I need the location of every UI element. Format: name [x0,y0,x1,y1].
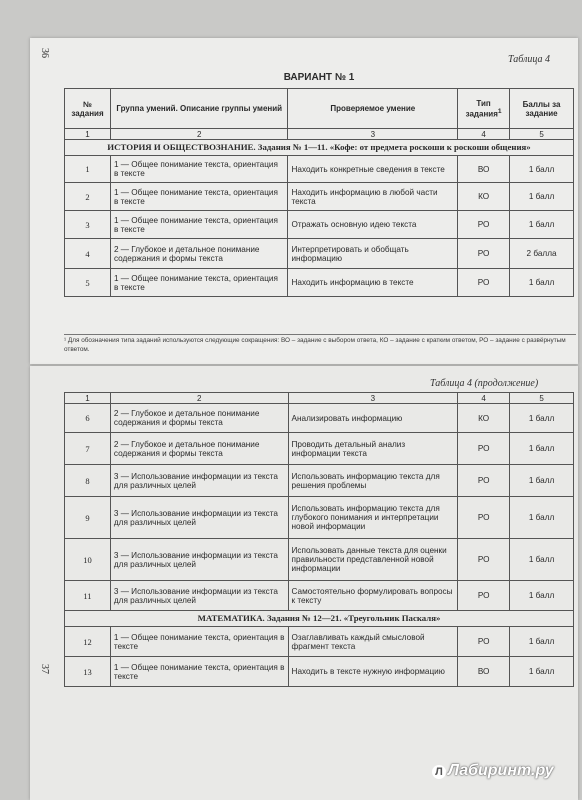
header-task-type-label: Тип задания [465,98,498,119]
col-number: 2 [110,393,288,404]
section-row-math [65,611,574,627]
task-points: 1 балл [510,627,574,657]
page-number-bottom: 37 [39,664,50,674]
table-caption-top: Таблица 4 [508,54,550,65]
task-points: 1 балл [510,404,574,433]
table-row [65,269,574,297]
task-type: РО [458,269,510,297]
task-type: РО [458,211,510,239]
tested-skill: Интерпретировать и обобщать информацию [288,239,458,269]
task-type: КО [458,404,510,433]
column-number-row [65,129,574,140]
task-number: 1 [65,156,111,183]
skill-group: 3 — Использование информации из текста для различных целей [110,539,288,581]
task-number: 4 [65,239,111,269]
task-number: 5 [65,269,111,297]
header-points: Баллы за задание [510,89,574,129]
table-row [65,211,574,239]
table-row [65,239,574,269]
col-number: 5 [510,393,574,404]
header-task-number: № задания [65,89,111,129]
task-number: 12 [65,627,111,657]
col-number: 4 [458,129,510,140]
col-number: 3 [288,393,458,404]
skill-group: 1 — Общее понимание текста, ориентация в тексте [110,156,288,183]
tested-skill: Находить в тексте нужную информацию [288,657,458,687]
tested-skill: Находить информацию в любой части текста [288,183,458,211]
page-number-top: 36 [39,48,50,58]
section-title: ИСТОРИЯ И ОБЩЕСТВОЗНАНИЕ. Задания № 1—11. «Кофе: от предмета роскоши к роскоши общения» [65,140,574,156]
section-row-history [65,140,574,156]
task-number: 11 [65,581,111,611]
table-row [65,183,574,211]
header-tested-skill: Проверяемое умение [288,89,458,129]
task-number: 9 [65,497,111,539]
header-footnote-mark: 1 [497,107,502,115]
tested-skill: Анализировать информацию [288,404,458,433]
header-task-type [458,89,510,129]
task-points: 1 балл [510,497,574,539]
table-row [65,581,574,611]
col-number: 1 [65,393,111,404]
table-row [65,404,574,433]
col-number: 4 [458,393,510,404]
skill-group: 3 — Использование информации из текста для различных целей [110,581,288,611]
task-type: РО [458,497,510,539]
task-number: 10 [65,539,111,581]
table-header-row [65,89,574,129]
task-type: КО [458,183,510,211]
skills-table-bottom [64,392,574,687]
skill-group: 1 — Общее понимание текста, ориентация в тексте [110,183,288,211]
task-points: 1 балл [510,581,574,611]
task-number: 13 [65,657,111,687]
skill-group: 2 — Глубокое и детальное понимание содержания и формы текста [110,433,288,465]
task-number: 3 [65,211,111,239]
skill-group: 3 — Использование информации из текста для различных целей [110,465,288,497]
labirint-logo-icon: Л [432,765,446,779]
skills-table-top [64,88,574,297]
labirint-watermark [432,762,554,780]
skill-group: 1 — Общее понимание текста, ориентация в тексте [110,657,288,687]
table-row [65,627,574,657]
table-row [65,465,574,497]
task-number: 6 [65,404,111,433]
task-number: 2 [65,183,111,211]
task-points: 1 балл [510,657,574,687]
task-type: РО [458,581,510,611]
skill-group: 2 — Глубокое и детальное понимание содержания и формы текста [110,404,288,433]
header-skill-group: Группа умений. Описание группы умений [110,89,288,129]
task-points: 1 балл [510,156,574,183]
task-points: 1 балл [510,433,574,465]
task-type: ВО [458,657,510,687]
skill-group: 1 — Общее понимание текста, ориентация в тексте [110,269,288,297]
task-points: 1 балл [510,211,574,239]
task-number: 7 [65,433,111,465]
watermark-text: Лабиринт.ру [448,762,554,779]
table-row [65,156,574,183]
table-row [65,433,574,465]
tested-skill: Находить конкретные сведения в тексте [288,156,458,183]
tested-skill: Использовать информацию текста для решения проблемы [288,465,458,497]
col-number: 3 [288,129,458,140]
col-number: 1 [65,129,111,140]
task-points: 1 балл [510,269,574,297]
skill-group: 3 — Использование информации из текста для различных целей [110,497,288,539]
task-number: 8 [65,465,111,497]
task-points: 1 балл [510,465,574,497]
tested-skill: Озаглавливать каждый смысловой фрагмент текста [288,627,458,657]
skill-group: 1 — Общее понимание текста, ориентация в тексте [110,211,288,239]
tested-skill: Отражать основную идею текста [288,211,458,239]
task-type: РО [458,433,510,465]
task-type: РО [458,239,510,269]
task-type: РО [458,627,510,657]
task-type: ВО [458,156,510,183]
skill-group: 1 — Общее понимание текста, ориентация в тексте [110,627,288,657]
tested-skill: Использовать информацию текста для глубокого понимания и интерпретации новой информации [288,497,458,539]
col-number: 5 [510,129,574,140]
tested-skill: Самостоятельно формулировать вопросы к тексту [288,581,458,611]
task-points: 1 балл [510,539,574,581]
variant-title: ВАРИАНТ № 1 [283,72,355,83]
tested-skill: Находить информацию в тексте [288,269,458,297]
table-caption-bottom: Таблица 4 (продолжение) [430,378,539,389]
col-number: 2 [110,129,288,140]
tested-skill: Проводить детальный анализ информации текста [288,433,458,465]
table-row [65,657,574,687]
table-row [65,539,574,581]
footnote: ¹ Для обозначения типа заданий используются следующие сокращения: ВО – задание с выбором ответа, КО – задание с кратким ответом, РО – задание с развёрнутым ответом. [64,334,576,354]
tested-skill: Использовать данные текста для оценки правильности представленной новой информации [288,539,458,581]
task-points: 1 балл [510,183,574,211]
task-points: 2 балла [510,239,574,269]
table-row [65,497,574,539]
skill-group: 2 — Глубокое и детальное понимание содержания и формы текста [110,239,288,269]
column-number-row [65,393,574,404]
task-type: РО [458,465,510,497]
section-title: МАТЕМАТИКА. Задания № 12—21. «Треугольник Паскаля» [65,611,574,627]
task-type: РО [458,539,510,581]
